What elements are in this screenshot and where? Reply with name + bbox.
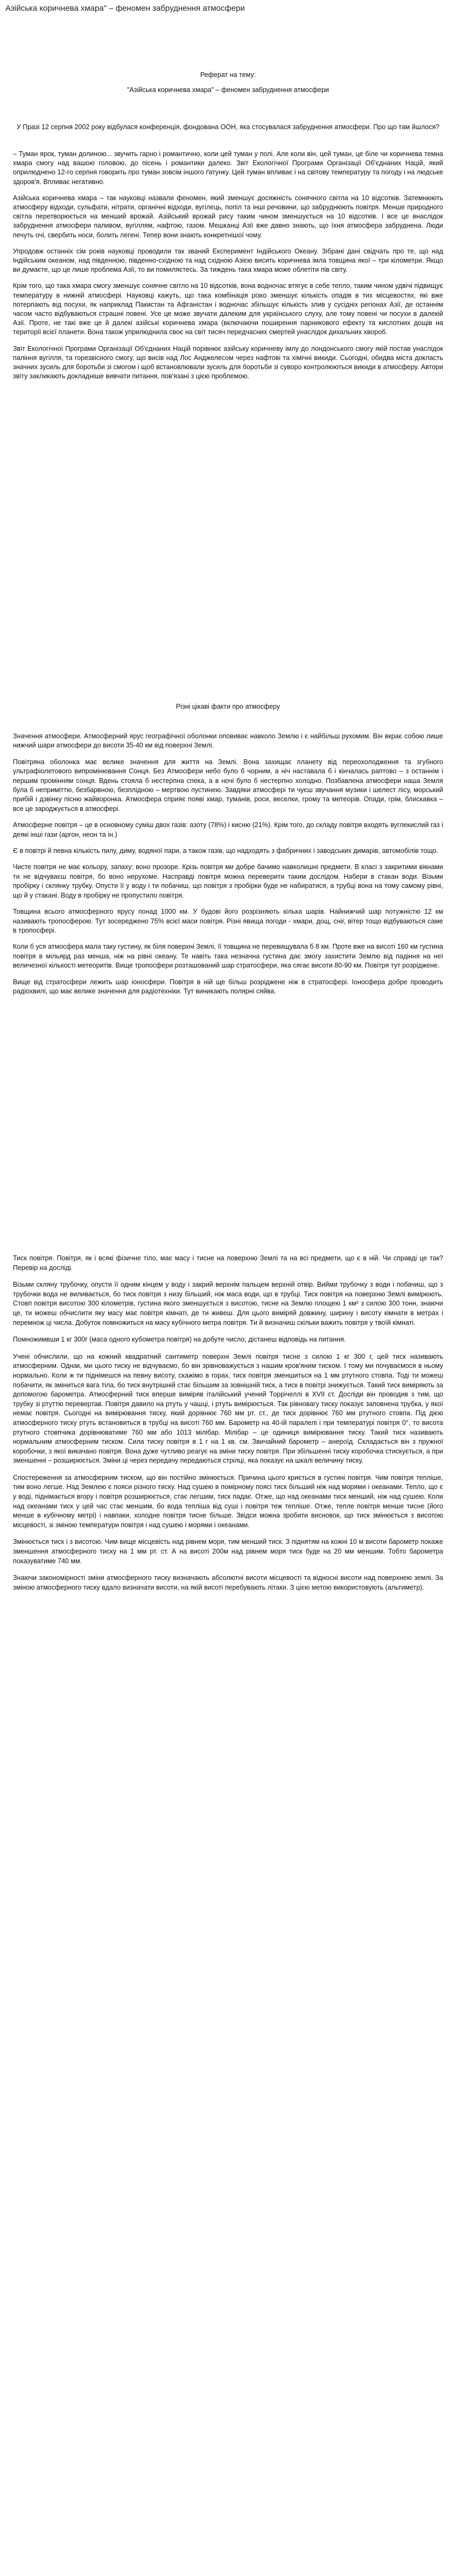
paragraph: Помножимвши 1 кг 300г (маса одного кубометра повітря) на добуте число, дістанеш відповідь на питання. xyxy=(13,1336,346,1344)
section-heading: Різні цікаві факти про атмосферу xyxy=(176,703,280,710)
paragraph: Повітряна оболонка має велике значення для життя на Землі. Вона захищає планету від переохолодження та згубного ультрафіолетового випромінювання Сонця. Без Атмосфери небо було б чорним, а ніч наставала б і кінчалась раптово – з останнім і першим промінням сонця. Вдень стояла б нестерпна спека, а в ночі було б нестерпно холодно. Позбавлена атмосфери наша Земля була б неприміттю, безбарвною, безплідною – мертвою пустинею. Завдяки атмосфері ти чуєш звучання музики і шелест лісу, морський прибій і дзвінку пісню жайворонка. Атмосфера сприяє появі хмар, туманів, роси, веселки, грому та метеорів. Опади, грім, блискавка – все це зароджується в атмосфері. xyxy=(13,758,443,813)
referat-header xyxy=(13,70,443,95)
paragraph: Товщина всього атмосферного ярусу понад 1000 км. У будові його розрізняють кілька шарів. Найнижчий шар потужністю 12 км називають тропосферою. Тут зосереджено 75% всієї маси повітря. Різні явища погоди - хмари, дощ, сніг, вітер тощо відбуваються саме в тропосфері. xyxy=(13,908,443,934)
paragraph: Є в повітрі й певна кількість пилу, диму, водяної пари, а також газів, що надходять з фабричних і заводських димарів, автомобілів тощо. xyxy=(13,847,439,855)
document-title: Азійська коричнева хмара" – феномен забруднення атмосфери xyxy=(5,4,245,13)
paragraph: Змінюється тиск і з висотою. Чим вище місцевість над рівнем моря, тим менший тиск. З піднятям на кожні 10 м висоти барометр покаже зменшення атмосферного тиску на 1 мм рт. ст. А на висоті 200м над рівнем моря тиск буде на 20 мм меншим. Тобто барометра показуватиме 740 мм. xyxy=(13,1538,443,1565)
paragraph: Знаючи закономірності зміни атмосферного тиску визначають абсолютні висоти місцевості та відносні висоти над поверхнею землі. За зміною атмосферного тиску вдало визначати висоти, на якій висоті перебувають літаки. З цією метою використовують (альтиметр). xyxy=(13,1574,443,1591)
paragraph: Значення атмосфери. Атмосферний ярус географічної оболонки оповиває навколо Землю і є найбільш рухомим. Він вкрає собою лише нижчий шари атмосфери до висоти 35-40 км від поверхні Землі. xyxy=(13,732,443,750)
paragraph: Крім того, що така хмара смогу зменшує сонячне світло на 10 відсотків, вона водночас втягує в себе тепло, таким чином удвічі підвищує температуру в нижній атмосфері. Науковці кажуть, що така комбінація різко зменшує кількість опадів в тих місцевостях, які вже потерпають від посухи, як наприклад Пакистан та Афганістан і водночас збільшує кількість злив у сусідніх регіонах Азії, де останнім часом часто відбуваються страшні повені. Усе це може звучати далеким для українського слуху, але тому повені чи посухи в далекій Азії. Проте, не такі вже це й далекі азійські коричнева хмара (включаючи поширення парникового ефекту та кислотних дощів на території всієї планети. Вона також уприлюднила своє на світ тисяч передчасних смертей унаслідок дихальних хвороб. xyxy=(13,282,443,336)
paragraph: Упродовж останніх сім років науковці проводили так званий Експеримент Індійського Океану. Зібрані дані свідчать про те, що над Індійським океаном, над південною, південно-східною та над східною Азією висить коричнева імла товщина якої – три кілометри. Якщо ви думаєте, що це лише проблема Азії, то ви помиляєтесь. За тиждень така хмара може облетіти пів світу. xyxy=(13,247,443,274)
referat-label: Реферат на тему: xyxy=(200,71,256,79)
paragraph: – Туман ярок, туман долиною... звучить гарно і романтично, коли цей туман у полі. Але коли він, цей туман, це біле чи коричнева темна хмара смогу над вашою головою, до пісень і романтики далеко. Звіт Екологічної Програми Організації Об'єднаних Націй, який оприлюднено 12-го серпня говорить про туман зовсім іншого ґатунку. Цей туман впливає і на світову температуру та погоду і на людське здоров'я. Впливає негативно. xyxy=(13,150,443,186)
paragraph: Чисте повітря не має кольору, запаху: воно прозоре. Крізь повітря ми добре бачимо навколишні предмети. В класі з закритими вікнами ти не відчуваєш повітря, бо воно нерухоме. Насправді повітря можна переверити таким дослідом. Набери в стакан води. Візьми пробірку і склянку трубку. Опусти її у воду і ти побачиш, що повітря з пробірки буде не набиратися, а трубці вона на тому самому рівні, що й у стакані. Воду в пробірку не пропустило повітря. xyxy=(13,863,443,899)
paragraph: Візьми скляну трубочку, опусти її одним кінцем у воду і закрий верхнім пальцем верхній отвір. Вийми трубочку з води і побачиш, що з трубочки вода не виливається, бо тиск повітря з низу більший, ніж маса води, що в трубці. Тиск повітря на поверхню Землі вимірюють. Стовп повітря висотою 300 кілометрів, густина якого зменшується з висотою, тисне на Землю площею 1 км² з силою 300 тонн, знаючи це, ти можеш обчислити яку масу має повітря кімнаті, де ти живеш. Для цього виміряй довжину, ширину і висоту кімнати в метрах і перемнож ці числа. Добуток помножиться на масу кубічного метра повітря. Ти й визначиш скільки важить повітря у твоїй кімнаті. xyxy=(13,1281,443,1326)
paragraph: Азійська коричнева хмара – так науковці назвали феномен, який зменшує досяжність сонячного світла на 10 відсотків. Затемнюють атмосферу відходи, сульфати, нітрати, органічні відходи, вугілець, попіл та інші речовини, що забруднюють повітря. Менше природного світла перетворюється на менший врожай. Азійський врожай рису таким чином зменшується на 10 відсотків. І все це внаслідок забруднення атмосфери паливом, вугіллям, нафтою, газом. Мешканці Азії вже давно знають, що їхня атмосфера забруднена. Люди печуть очі, свербить носи, болить легені. Тепер вони знають конкретнішої чому. xyxy=(13,194,443,239)
paragraph: Спостереження за атмосферним тиском, що він постійно змінюється. Причина цього криється в густині повітря. Чим повітря тепліше, тим воно легше. Над Землею є пояси різного тиску. Над сушею в помірному поясі тиск більший ніж над морями і океанами. Тепло, що є у воді, піднімається вгору і повітря розширюється, стає легшим, тиск падає. Отже, що над океанами тиск менший, ніж над сушею. Коли над океанами тиск у цей час стає меншим, бо вода тепліша від суші і повітря теж тепліше. Отже, тепле повітря менше тисне (його менше в кубічному метрі) і навпаки, холодне повітря тисне більше. Звідси можна зробити висновок, що тиск змінюється з висотою місцевості, зі зміною температури повітря і над сушею і морями і океанами. xyxy=(13,1473,443,1529)
paragraph: Тиск повітря. Повітря, як і всякі фізичне тіло, має масу і тисне на поверхню Землі та на всі предмети, що є в ній. Чи справді це так? Перевір на досліді. xyxy=(13,1254,443,1272)
article-body xyxy=(13,150,443,388)
paragraph: Атмосферне повітря – це в основному суміш двох газів: азоту (78%) і кисню (21%). Крім того, до складу повітря входять вуглекислий газ і деякі інші гази (аргон, неон та ін.) xyxy=(13,821,443,838)
referat-topic: "Азійська коричнева хмара" – феномен забруднення атмосфери xyxy=(127,86,329,94)
paragraph: Коли б уся атмосфера мала таку густину, як біля поверхні Землі, її товщина не перевищувала б 8 км. Проте вже на висоті 160 км густина повітря в мільярд раз менша, ніж на рівні океану. Те навіть така незначна густина дає змогу захистити Землю від падіння на неї величезної кількості метеоритів. Вище тропосфери розташований шар стратосфери, яка сягає висоти 80-90 км. Повітря тут розріджене. xyxy=(13,943,443,970)
facts-body xyxy=(13,732,443,1003)
pressure-body xyxy=(13,1254,443,1600)
paragraph: Звіт Екологічної Програми Організації Об'єднаних Націй порівнює азійську коричневу імлу до лондонського смогу якій постав унаслідок паління вугілля, та горезвісного смогу, що висів над Лос Анджелесом через нафтові та хімічні викиди. Сьогодні, обидва міста докласть значних зусиль для боротьби зі смогом і щоб встановлювали зусиль для боротьби зі суворо контролюються викиди в атмосферу. Автори звіту закликають докладніше вивчати питання, пов'язані з цією проблемою. xyxy=(13,344,443,380)
paragraph: Учені обчислили, що на кожний квадратний сантиметр поверхні Землі повітря тисне з силою 1 кг 300 г, цей тиск називають атмосферним. Однак, ми цього тиску не відчуваємо, бо він зрівноважується з нашим кров'яним тиском. І тому ми почуваємося в ньому нормально. Коли ж ти піднімешся на певну висоту, скажімо в горах, тиск повітря зменшиться на 1 мм ртутного стовпа. Тоді ти можеш побачити, як зміниться вага тіла, бо тиск внутрішній стає більшим за зовнішній тиск, а тиск в повітрі знижується. Такий тиск виміряють за допомогою барометра. Атмосферний тиск вперше виміряв італійський учений Торрічеллі в XVII ст. Досліди він проводив з тим, що трубку зі ртуттю перевертав. Повітря давило на ртуть у чашці, і ртуть вимірюється. Так рівновагу тиску показує заповнена трубка, у якої немає повітря. Сьогодні на вимірювання тиску, який дорівнює 760 мм рт. ст., де тиск дорівнює 760 мм ртутного стовпа. Під дією атмосферного тиску ртуть встановиться в трубці на висоті 760 мм. Барометр на 40-ій паралелі і при температурі повітря 0°, то висота ртутного стовпчика дорівнюватиме 760 мм або 1013 мілібар. Мілібар – це одиниця вимірювання тиску. Такий тиск називають нормальним атмосферним тиском. Сила тиску повітря в 1 г на 1 кв. см. Звичайний барометр – анероїд. Складається він з пружної коробочки, з якої викачано повітря. Вона дуже чутливо реагує на зміни тиску повітря. При збільшенні тиску коробочка стискується, а при зменшенні – розширюється. Зміни ці через передачу передаються стрілці, яка показує на шкалі величину тиску. xyxy=(13,1352,443,1465)
intro-paragraph: У Празі 12 серпня 2002 року відбулася конференція, фондована ООН, яка стосувалася забруднення атмосфери. Про що там йшлося? xyxy=(16,123,440,131)
paragraph: Вище від стратосфери лежить шар іоносфери. Повітря в ній ще більш розріджене ніж в стратосфері. Іоносфера добре проводить радіохвилі, що має велике значення для радіотехніки. Тут виникають полярні сяйва. xyxy=(13,978,443,995)
